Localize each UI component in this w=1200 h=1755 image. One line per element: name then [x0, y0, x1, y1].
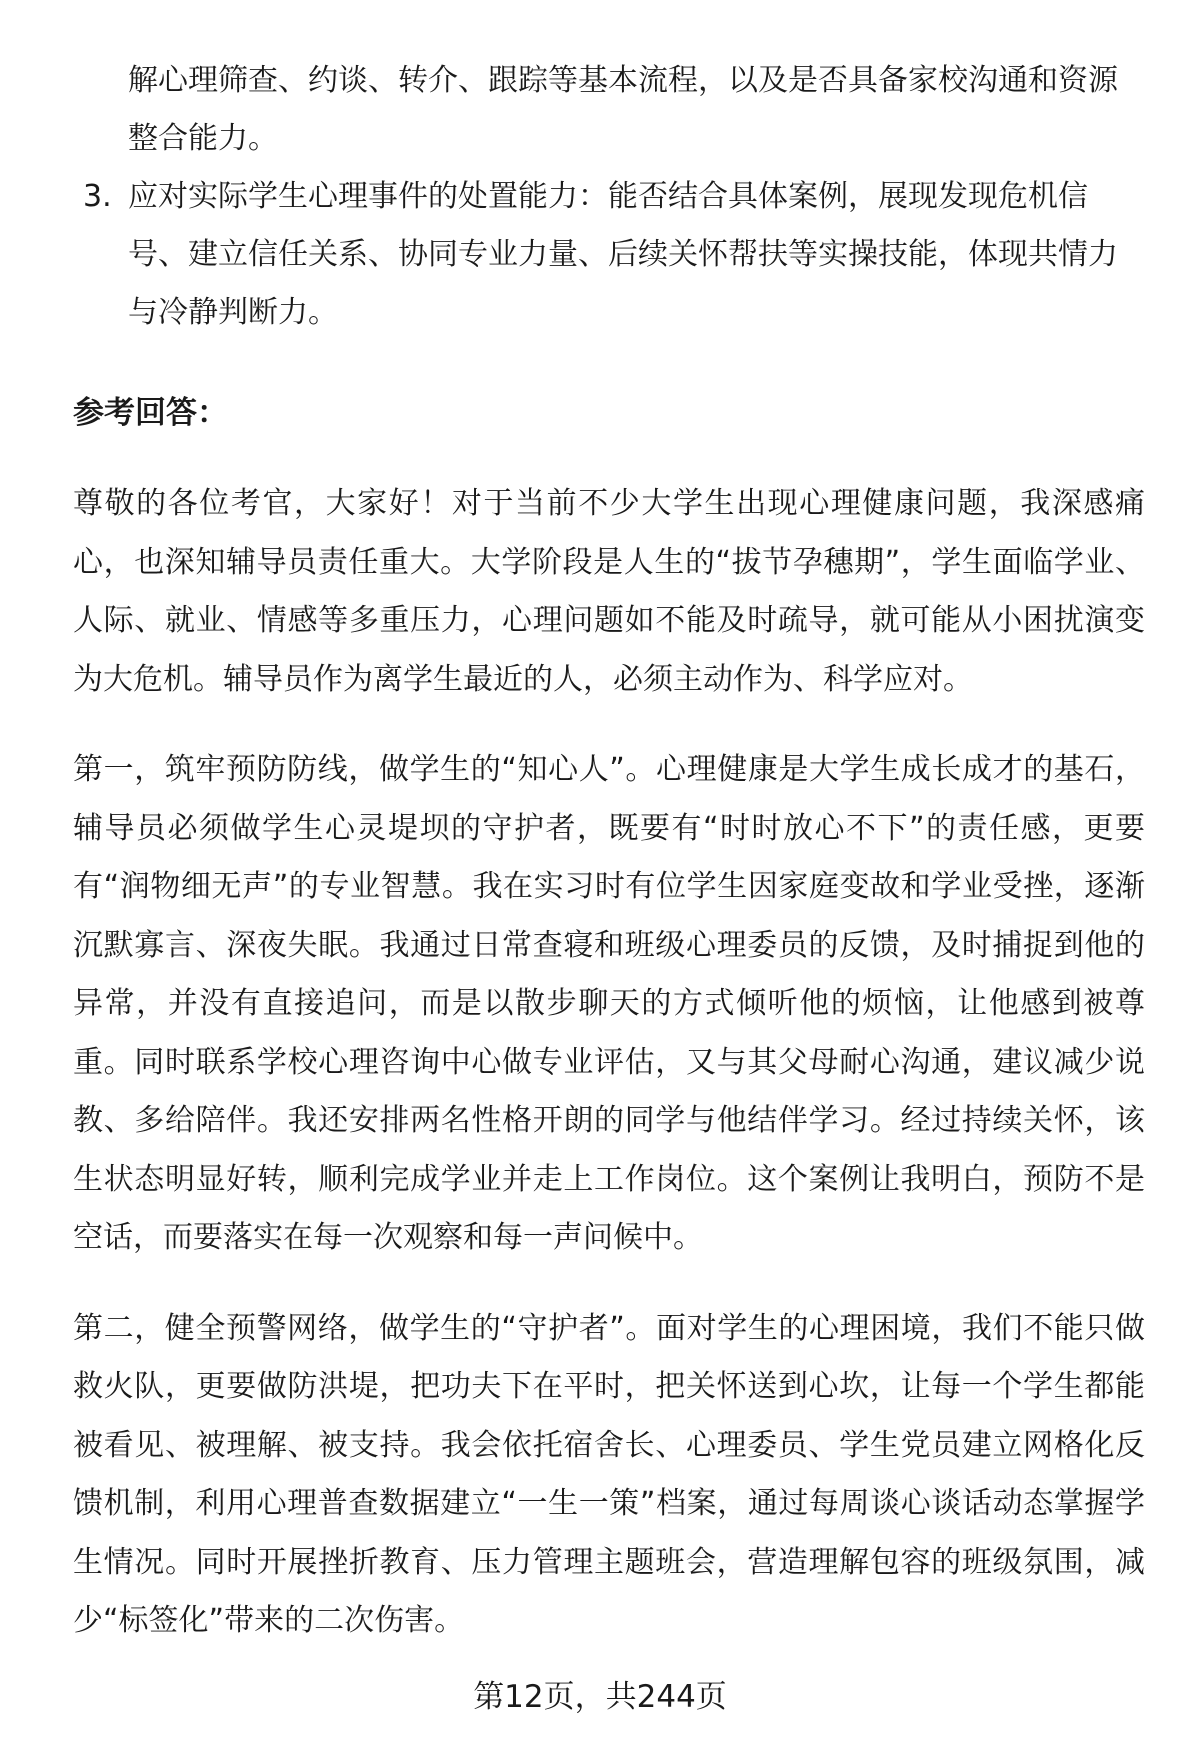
list-item: [73, 168, 1145, 342]
page-number-footer: 第12页，共244页: [473, 1679, 727, 1715]
list-item-number: 3.: [83, 179, 112, 214]
paragraph-first-point: 第一，筑牢预防防线，做学生的“知心人”。心理健康是大学生成长成才的基石，辅导员必须做学生心灵堤坝的守护者，既要有“时时放心不下”的责任感，更要有“润物细无声”的专业智慧。我在实习时有位学生因家庭变故和学业受挫，逐渐沉默寡言、深夜失眠。我通过日常查寝和班级心理委员的反馈，及时捕捉到他的异常，并没有直接追问，而是以散步聊天的方式倾听他的烦恼，让他感到被尊重。同时联系学校心理咨询中心做专业评估，又与其父母耐心沟通，建议减少说教、多给陪伴。我还安排两名性格开朗的同学与他结伴学习。经过持续关怀，该生状态明显好转，顺利完成学业并走上工作岗位。这个案例让我明白，预防不是空话，而要落实在每一次观察和每一声问候中。: [73, 752, 1145, 1255]
list-item-continuation: 解心理筛查、约谈、转介、跟踪等基本流程，以及是否具备家校沟通和资源整合能力。: [128, 63, 1118, 156]
paragraph-second-point: 第二，健全预警网络，做学生的“守护者”。面对学生的心理困境，我们不能只做救火队，更要做防洪堤，把功夫下在平时，把关怀送到心坎，让每一个学生都能被看见、被理解、被支持。我会依托宿舍长、心理委员、学生党员建立网格化反馈机制，利用心理普查数据建立“一生一策”档案，通过每周谈心谈话动态掌握学生情况。同时开展挫折教育、压力管理主题班会，营造理解包容的班级氛围，减少“标签化”带来的二次伤害。: [73, 1310, 1145, 1638]
page-content: [73, 52, 1145, 1651]
list-item-text: 应对实际学生心理事件的处置能力：能否结合具体案例，展现发现危机信号、建立信任关系、协同专业力量、后续关怀帮扶等实操技能，体现共情力与冷静判断力。: [128, 179, 1118, 330]
section-heading: 参考回答：: [73, 395, 228, 431]
paragraph-intro: 尊敬的各位考官，大家好！对于当前不少大学生出现心理健康问题，我深感痛心，也深知辅导员责任重大。大学阶段是人生的“拔节孕穗期”，学生面临学业、人际、就业、情感等多重压力，心理问题如不能及时疏导，就可能从小困扰演变为大危机。辅导员作为离学生最近的人，必须主动作为、科学应对。: [73, 486, 1145, 697]
